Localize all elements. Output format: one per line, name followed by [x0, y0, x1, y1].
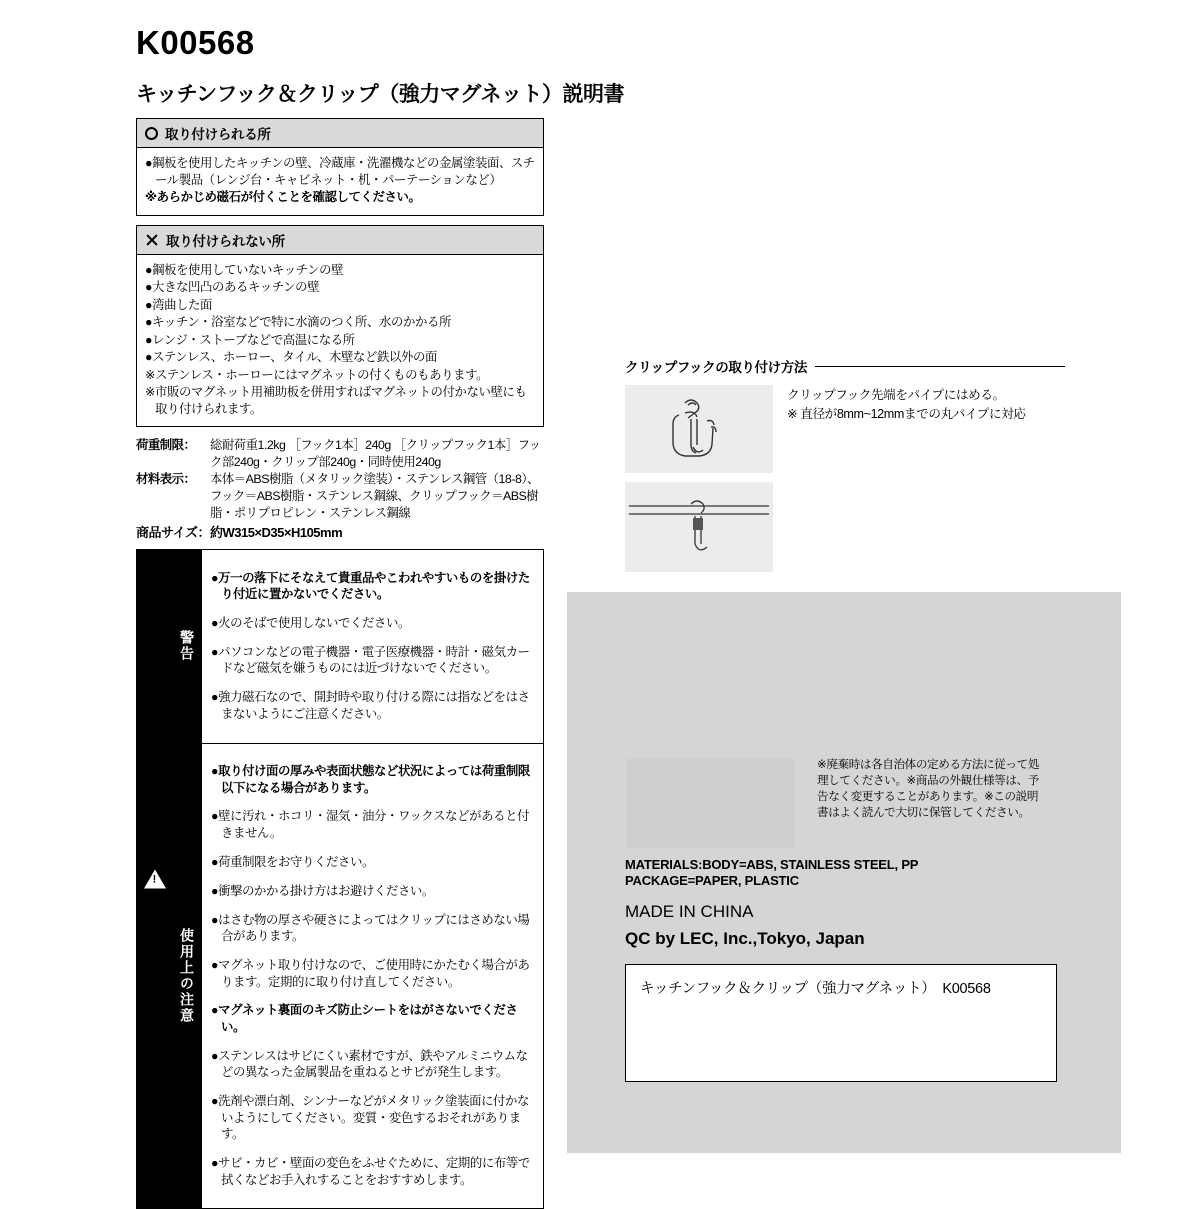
caution-section-warning	[172, 550, 543, 743]
warning-items	[202, 550, 543, 742]
list-item: ●はさむ物の厚さや硬さによってはクリップにはさめない場合があります。	[211, 912, 530, 944]
list-item: ●マグネット取り付けなので、ご使用時にかたむく場合があります。定期的に取り付け直してください。	[211, 958, 530, 989]
cross-icon	[145, 233, 159, 247]
spec-label: 荷重制限：	[136, 438, 196, 452]
not-installable-heading: 取り付けられない所	[166, 233, 285, 249]
installable-note: ※あらかじめ磁石が付くことを確認してください。	[145, 190, 421, 204]
list-item: ●衝撃のかかる掛け方はお避けください。	[211, 883, 434, 898]
product-code: K00568	[136, 24, 255, 61]
spec-value: 総耐荷重1.2kg ［フック1本］240g ［クリップフック1本］フック部240g・クリップ部240g・同時使用240g	[210, 438, 541, 469]
title-rule	[815, 366, 1065, 367]
hand-holding-clip-hook-illustration	[625, 385, 773, 473]
not-installable-locations-box	[136, 225, 544, 428]
caution-section-title	[172, 744, 202, 1209]
not-installable-note: ※ステンレス・ホーローにはマグネットの付くものもあります。	[145, 367, 489, 382]
list-item: ●洗剤や漂白剤、シンナーなどがメタリック塗装面に付かないようにしてください。変質・変色するおそれがあります。	[211, 1094, 530, 1142]
clip-hook-title-row	[625, 356, 1065, 376]
installable-box-header	[137, 119, 543, 148]
step-1-note: ※ 直径が8mm~12mmまでの丸パイプに対応	[787, 407, 1026, 421]
list-item: ●レンジ・ストーブなどで高温になる所	[145, 332, 355, 347]
clip-hook-on-pipe-illustration	[625, 482, 773, 572]
spec-label: 材料表示：	[136, 472, 196, 487]
clip-hook-step-2	[625, 482, 1065, 572]
product-size: 商品サイズ：約W315×D35×H105mm	[136, 524, 343, 540]
installable-locations-box	[136, 118, 544, 216]
materials-line-1: MATERIALS:BODY=ABS, STAINLESS STEEL, PP	[625, 857, 919, 872]
caution-section-title	[172, 550, 202, 742]
product-label-text: キッチンフック＆クリップ（強力マグネット） K00568	[640, 981, 991, 997]
list-item: ●ステンレス、ホーロー、タイル、木壁など鉄以外の面	[145, 350, 437, 364]
list-item: ●サビ・カビ・壁面の変色をふせぐために、定期的に布等で拭くなどお手入れすることをおすすめします。	[211, 1156, 530, 1187]
caution-table	[136, 549, 544, 1209]
list-item: ●火のそばで使用しないでください。	[211, 616, 410, 630]
left-column	[136, 118, 544, 1209]
step-1-main: クリップフック先端をパイプにはめる。	[787, 388, 1005, 402]
list-item: ●取り付け面の厚みや表面状態など状況によっては荷重制限以下になる場合があります。	[211, 764, 530, 795]
page-title: キッチンフック＆クリップ（強力マグネット）説明書	[136, 83, 625, 106]
not-installable-box-header	[137, 226, 543, 255]
spec-value: 本体＝ABS樹脂（メタリック塗装）・ステンレス鋼管（18-8）、フック＝ABS樹脂・ステンレス鋼線、クリップフック＝ABS樹脂・ポリプロピレン・ステンレス鋼線	[210, 472, 539, 520]
list-item: ●鋼板を使用していないキッチンの壁	[145, 262, 344, 277]
clip-hook-title: クリップフックの取り付け方法	[625, 360, 807, 375]
installable-heading: 取り付けられる所	[165, 127, 271, 142]
spec-row-materials	[136, 471, 544, 521]
not-installable-note: ※市販のマグネット用補助板を併用すればマグネットの付かない壁にも取り付けられます。	[145, 385, 527, 416]
product-label-box	[625, 964, 1057, 1082]
specifications	[136, 437, 544, 541]
caution-section-usage	[172, 744, 543, 1209]
list-item: ●万一の落下にそなえて貴重品やこわれやすいものを掛けたり付近に置かないでください。	[211, 570, 530, 602]
list-item: ●強力磁石なので、開封時や取り付ける際には指などをはさまないようにご注意ください。	[211, 690, 530, 721]
spec-row-load-limit	[136, 437, 544, 470]
warning-label: 警告	[179, 630, 195, 663]
installable-box-body	[137, 148, 543, 215]
clip-hook-step-1	[625, 385, 1065, 473]
list-item: ●パソコンなどの電子機器・電子医療機器・時計・磁気カードなど磁気を嫌うものには近づけないでください。	[211, 644, 530, 676]
materials-line-2: PACKAGE=PAPER, PLASTIC	[625, 873, 799, 889]
list-item: ●荷重制限をお守りください。	[211, 854, 374, 869]
made-in-text: MADE IN CHINA	[625, 902, 754, 921]
package-back-panel	[567, 592, 1121, 1153]
list-item: ●壁に汚れ・ホコリ・湿気・油分・ワックスなどがあると付きません。	[211, 809, 530, 840]
warning-triangle-icon: !	[137, 550, 172, 1208]
clip-hook-step-1-text	[787, 385, 1026, 423]
product-photo-placeholder	[627, 758, 795, 848]
list-item: ●マグネット裏面のキズ防止シートをはがさないでください。	[211, 1003, 518, 1034]
clip-hook-instructions	[625, 356, 1065, 572]
usage-label: 使用上の注意	[179, 928, 195, 1025]
list-item: ●鋼板を使用したキッチンの壁、冷蔵庫・洗濯機などの金属塗装面、スチール製品（レンジ台・キャビネット・机・パーテーションなど）	[145, 156, 535, 187]
list-item: ●大きな凹凸のあるキッチンの壁	[145, 280, 320, 294]
caution-rows	[172, 550, 543, 1208]
not-installable-box-body	[137, 255, 543, 427]
materials-block	[625, 857, 1045, 890]
usage-items	[202, 744, 543, 1209]
list-item: ●キッチン・浴室などで特に水滴のつく所、水のかかる所	[145, 315, 451, 329]
circle-icon	[145, 127, 158, 140]
list-item: ●湾曲した面	[145, 297, 213, 312]
disposal-note: ※廃棄時は各自治体の定める方法に従って処理してください。※商品の外観仕様等は、予告なく変更することがあります。※この説明書はよく読んで大切に保管してください。	[817, 758, 1039, 819]
qc-text: QC by LEC, Inc.,Tokyo, Japan	[625, 929, 865, 948]
list-item: ●ステンレスはサビにくい素材ですが、鉄やアルミニウムなどの異なった金属製品を重ねるとサビが発生します。	[211, 1048, 528, 1080]
